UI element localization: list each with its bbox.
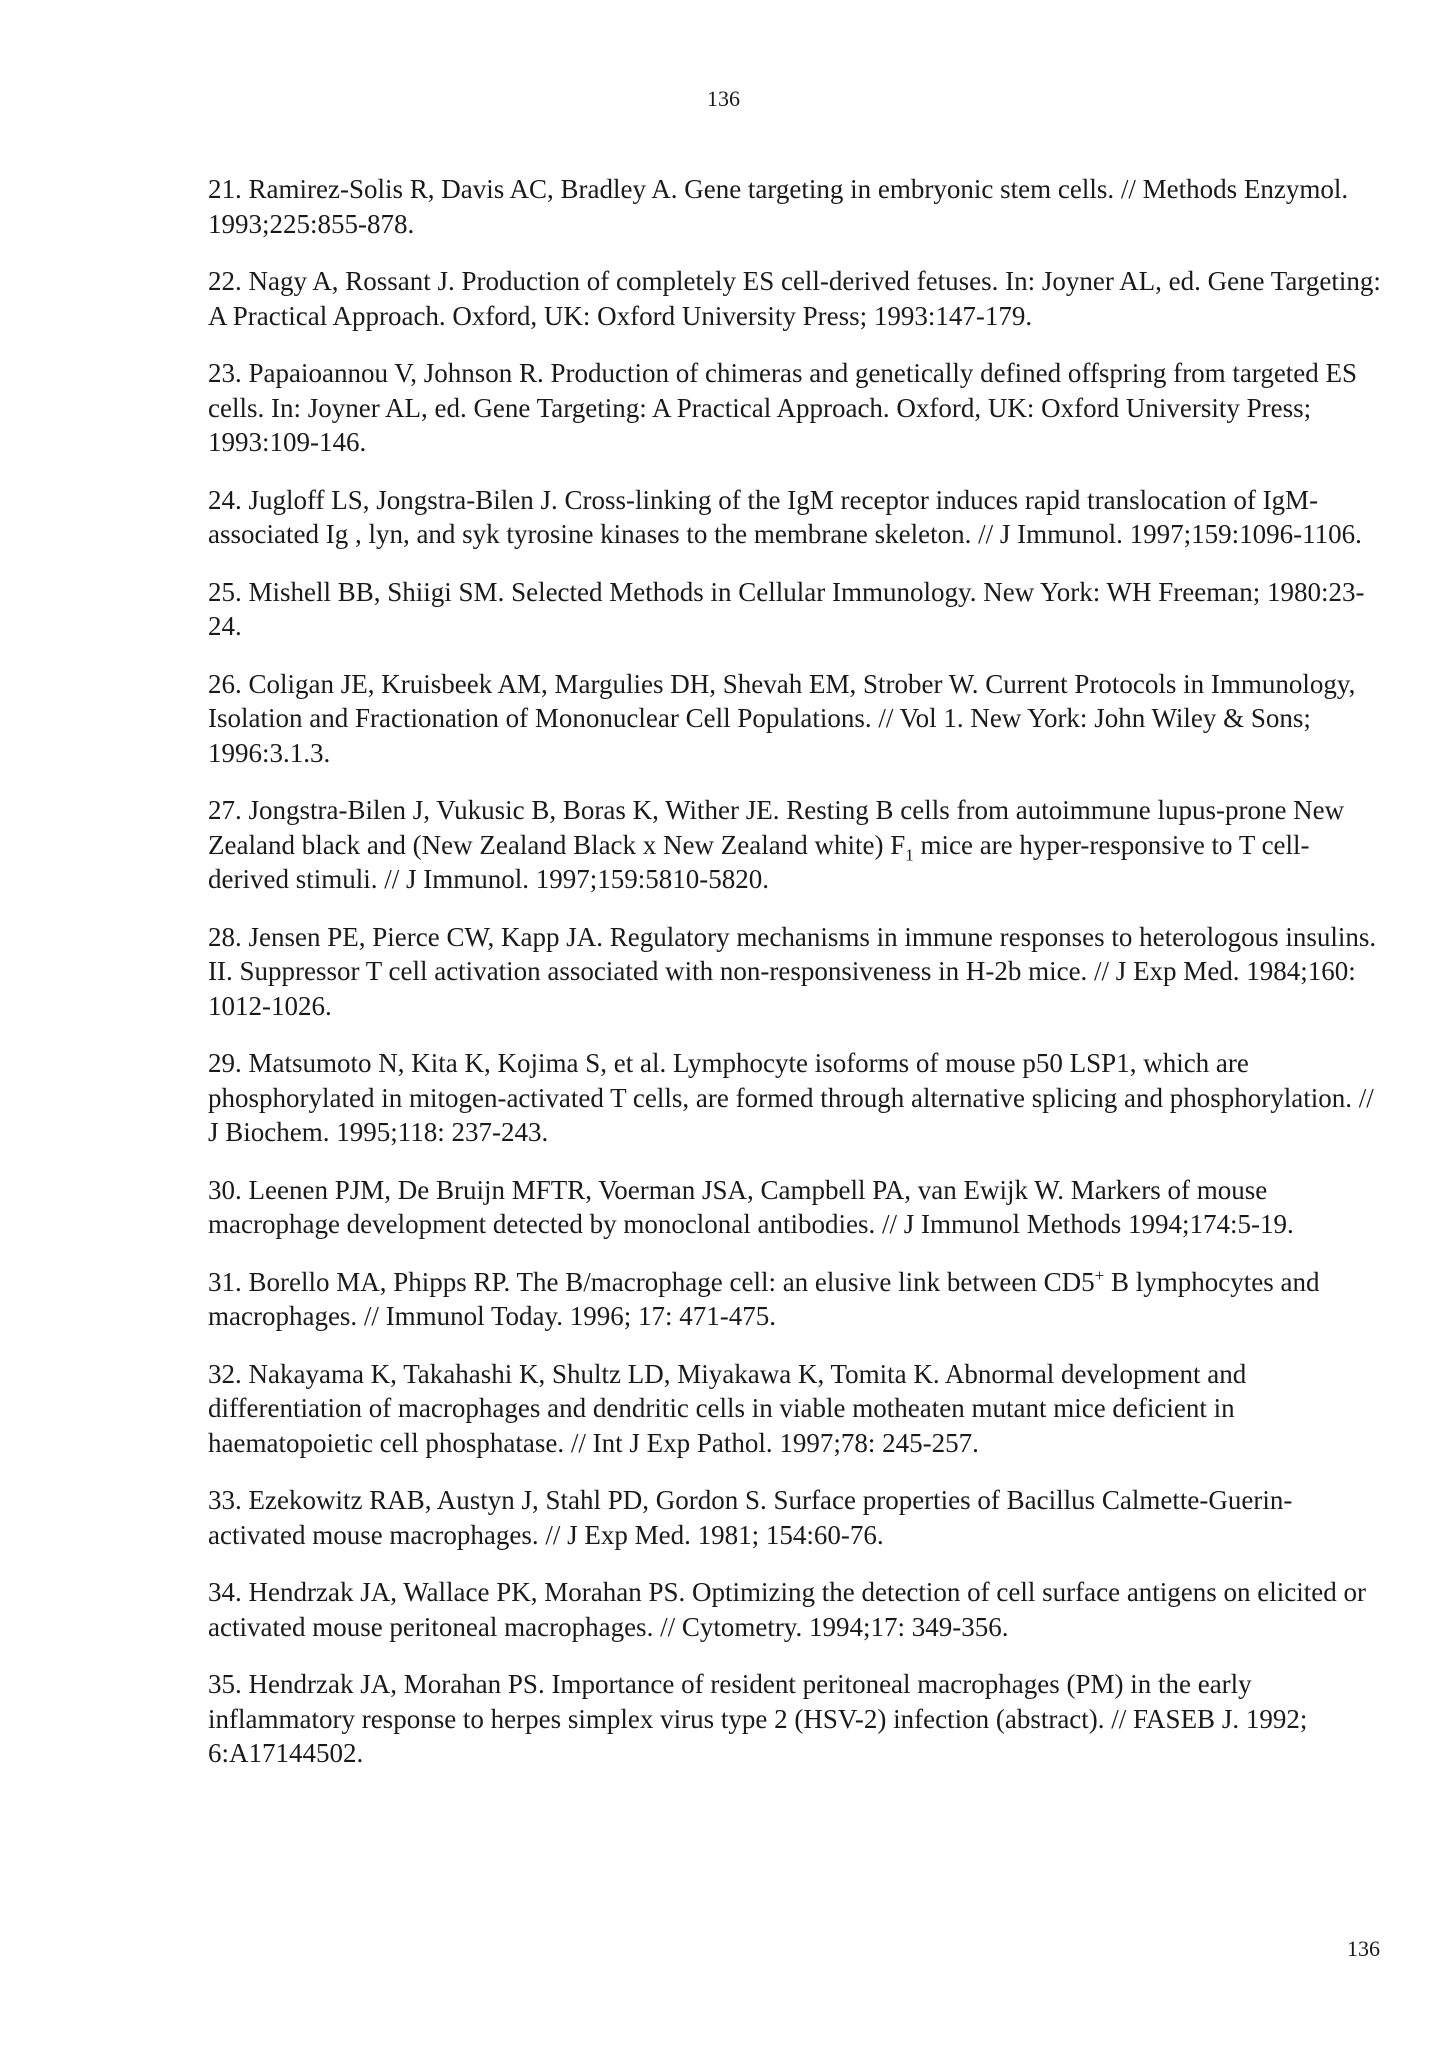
reference-text: Papaioannou V, Johnson R. Production of chimeras and genetically defined offspring from targeted ES cells. In: Joyner AL, ed. Gene Targeting: A Practical Approach. Oxford, UK: Oxford University Press; 1993:109-146. xyxy=(208,358,1358,457)
page-number-top: 136 xyxy=(707,86,740,111)
reference-list xyxy=(208,172,1383,1794)
superscript: + xyxy=(1094,1265,1105,1285)
reference-item xyxy=(208,575,1383,644)
reference-number: 27. xyxy=(208,795,242,825)
reference-text: Jensen PE, Pierce CW, Kapp JA. Regulatory mechanisms in immune responses to heterologous insulins. II. Suppressor T cell activation associated with non-responsiveness in H-2b mice. // J Exp Med. 1984;160: 1012-1026. xyxy=(208,921,1377,1021)
reference-number: 35. xyxy=(208,1669,242,1699)
reference-item xyxy=(208,1265,1383,1334)
reference-text-after: mice are hyper-responsive to T cell-derived stimuli. // J Immunol. 1997;159:5810-5820. xyxy=(208,829,1310,894)
reference-item xyxy=(208,1575,1383,1644)
reference-text-before: Borello MA, Phipps RP. The B/macrophage cell: an elusive link between CD5 xyxy=(248,1266,1095,1297)
reference-number: 22. xyxy=(208,266,242,296)
reference-number: 25. xyxy=(208,576,242,607)
reference-item xyxy=(208,1173,1383,1242)
reference-item xyxy=(208,793,1383,897)
reference-text: Nagy A, Rossant J. Production of completely ES cell-derived fetuses. In: Joyner AL, ed. Gene Targeting: A Practical Approach. Oxford, UK: Oxford University Press; 1993:147-179. xyxy=(208,266,1381,331)
reference-text-before: Jongstra-Bilen J, Vukusic B, Boras K, Wither JE. Resting B cells from autoimmune lupus-prone New Zealand black and (New Zealand Black x New Zealand white) F xyxy=(208,795,1345,860)
reference-number: 32. xyxy=(208,1358,242,1389)
reference-number: 33. xyxy=(208,1485,242,1515)
reference-number: 26. xyxy=(208,668,242,699)
reference-text: Ramirez-Solis R, Davis AC, Bradley A. Gene targeting in embryonic stem cells. // Methods Enzymol. 1993;225:855-878. xyxy=(208,174,1349,239)
reference-item xyxy=(208,483,1383,552)
reference-text: Mishell BB, Shiigi SM. Selected Methods in Cellular Immunology. New York: WH Freeman; 1980:23-24. xyxy=(208,576,1365,641)
reference-item xyxy=(208,920,1383,1024)
reference-number: 28. xyxy=(208,921,242,952)
reference-text-after: B lymphocytes and macrophages. // Immunol Today. 1996; 17: 471-475. xyxy=(208,1266,1320,1331)
reference-item xyxy=(208,667,1383,771)
page-number-bottom: 136 xyxy=(1347,1936,1380,1961)
reference-text: Hendrzak JA, Wallace PK, Morahan PS. Optimizing the detection of cell surface antigens on elicited or activated mouse peritoneal macrophages. // Cytometry. 1994;17: 349-356. xyxy=(208,1577,1366,1642)
subscript: 1 xyxy=(905,844,914,864)
reference-text: Nakayama K, Takahashi K, Shultz LD, Miyakawa K, Tomita K. Abnormal development and differentiation of macrophages and dendritic cells in viable motheaten mutant mice deficient in haematopoietic cell phosphatase. // Int J Exp Pathol. 1997;78: 245-257. xyxy=(208,1358,1247,1458)
reference-text: Leenen PJM, De Bruijn MFTR, Voerman JSA, Campbell PA, van Ewijk W. Markers of mouse macrophage development detected by monoclonal antibodies. // J Immunol Methods 1994;174:5-19. xyxy=(208,1174,1294,1239)
reference-item xyxy=(208,1046,1383,1150)
reference-number: 30. xyxy=(208,1174,242,1205)
reference-number: 34. xyxy=(208,1577,242,1607)
reference-item xyxy=(208,1667,1383,1771)
reference-text: Jugloff LS, Jongstra-Bilen J. Cross-linking of the IgM receptor induces rapid translocation of IgM-associated Ig , lyn, and syk tyrosine kinases to the membrane skeleton. // J Immunol. 1997;159:1096-1106. xyxy=(208,484,1362,549)
reference-text: Coligan JE, Kruisbeek AM, Margulies DH, Shevah EM, Strober W. Current Protocols in Immunology, Isolation and Fractionation of Mononuclear Cell Populations. // Vol 1. New York: John Wiley & Sons; 1996:3.1.3. xyxy=(208,668,1356,768)
reference-item xyxy=(208,264,1383,333)
reference-number: 29. xyxy=(208,1048,242,1078)
reference-item xyxy=(208,1357,1383,1461)
reference-text: Matsumoto N, Kita K, Kojima S, et al. Lymphocyte isoforms of mouse p50 LSP1, which are phosphorylated in mitogen-activated T cells, are formed through alternative splicing and phosphorylation. // J Biochem. 1995;118: 237-243. xyxy=(208,1048,1374,1147)
reference-number: 21. xyxy=(208,174,242,204)
reference-number: 31. xyxy=(208,1266,242,1297)
reference-item xyxy=(208,356,1383,460)
reference-text: Hendrzak JA, Morahan PS. Importance of resident peritoneal macrophages (PM) in the early inflammatory response to herpes simplex virus type 2 (HSV-2) infection (abstract). // FASEB J. 1992; 6:A17144502. xyxy=(208,1669,1308,1768)
reference-number: 23. xyxy=(208,358,242,388)
reference-item xyxy=(208,172,1383,241)
reference-number: 24. xyxy=(208,484,242,515)
reference-item xyxy=(208,1483,1383,1552)
reference-text: Ezekowitz RAB, Austyn J, Stahl PD, Gordon S. Surface properties of Bacillus Calmette-Guerin-activated mouse macrophages. // J Exp Med. 1981; 154:60-76. xyxy=(208,1485,1293,1550)
